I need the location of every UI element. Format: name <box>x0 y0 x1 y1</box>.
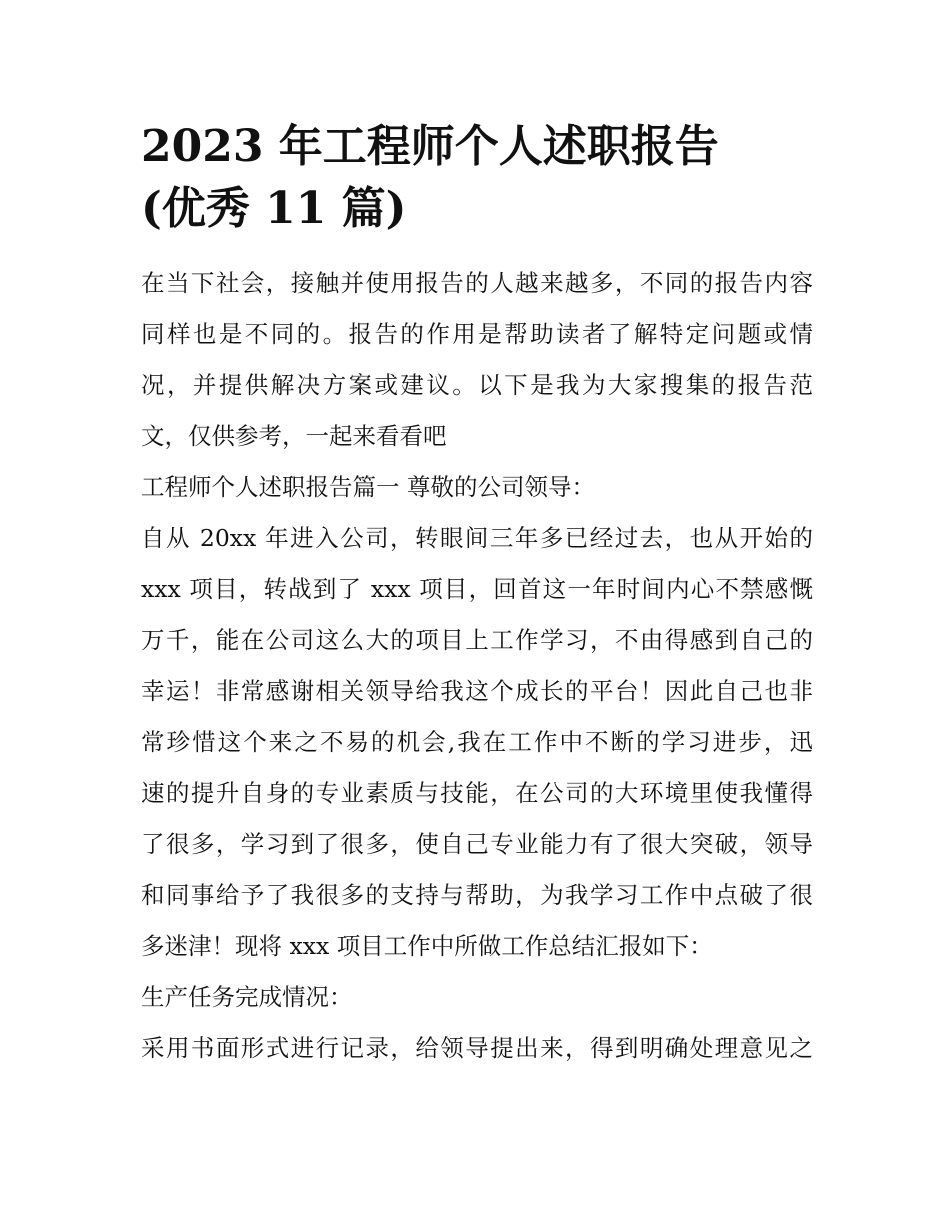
text-line: 工程师个人述职报告篇一 尊敬的公司领导： <box>141 473 595 501</box>
body-paragraph <box>141 1023 813 1074</box>
text-line: 自从 20xx 年进入公司，转眼间三年多已经过去，也从开始的 <box>141 524 813 552</box>
text-line: 文，仅供参考，一起来看看吧 <box>141 422 447 450</box>
title-line: (优秀 11 篇) <box>141 183 407 234</box>
text-line: 速的提升自身的专业素质与技能，在公司的大环境里使我懂得 <box>141 779 813 807</box>
text-line: 万千，能在公司这么大的项目上工作学习，不由得感到自己的 <box>141 626 813 654</box>
text-line: 多迷津！现将 xxx 项目工作中所做工作总结汇报如下： <box>141 932 713 960</box>
text-line: 况，并提供解决方案或建议。以下是我为大家搜集的报告范 <box>141 371 813 399</box>
section-heading <box>141 462 813 513</box>
text-line: 幸运！非常感谢相关领导给我这个成长的平台！因此自己也非 <box>141 677 813 705</box>
text-line: 了很多，学习到了很多，使自己专业能力有了很大突破，领导 <box>141 830 813 858</box>
text-line: 常珍惜这个来之不易的机会,我在工作中不断的学习进步，迅 <box>141 728 813 756</box>
text-line: 生产任务完成情况： <box>141 983 353 1011</box>
document-page <box>141 116 813 1074</box>
text-line: xxx 项目，转战到了 xxx 项目，回首这一年时间内心不禁感慨 <box>141 575 813 603</box>
title-line: 2023 年工程师个人述职报告 <box>141 121 719 172</box>
text-line: 和同事给予了我很多的支持与帮助，为我学习工作中点破了很 <box>141 881 813 909</box>
document-body <box>141 258 813 1074</box>
document-title <box>141 116 813 240</box>
subsection-heading <box>141 972 813 1023</box>
text-line: 采用书面形式进行记录，给领导提出来，得到明确处理意见之 <box>141 1034 813 1062</box>
body-paragraph <box>141 513 813 972</box>
text-line: 在当下社会，接触并使用报告的人越来越多，不同的报告内容 <box>141 269 813 297</box>
text-line: 同样也是不同的。报告的作用是帮助读者了解特定问题或情 <box>141 320 813 348</box>
intro-paragraph <box>141 258 813 462</box>
